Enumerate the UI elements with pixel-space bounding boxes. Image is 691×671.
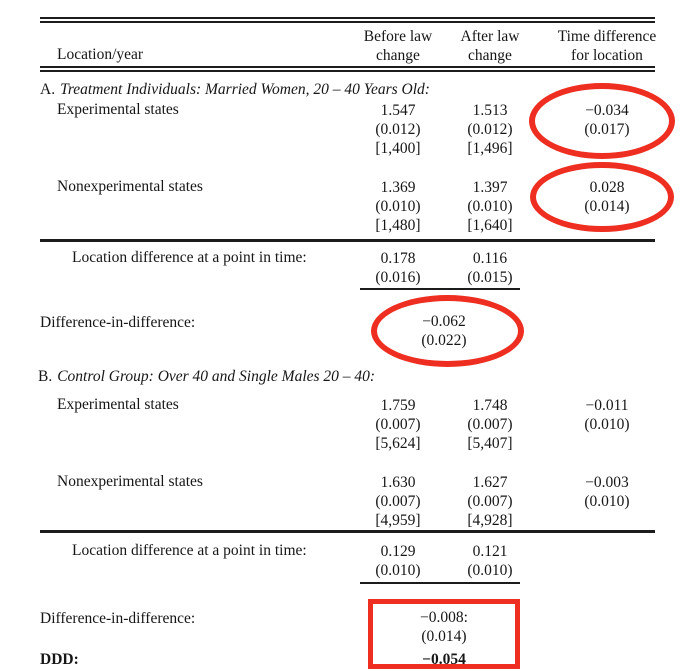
a-experimental-label: Experimental states <box>57 101 179 118</box>
a-nonexperimental-after-cell: 1.397 (0.010) [1,640] <box>467 179 513 234</box>
a-location-difference-after-cell: 0.116 (0.015) <box>467 250 513 286</box>
a-nonexperimental-timediff-cell: 0.028 (0.014) <box>584 179 630 215</box>
a-nonexperimental-before-cell: 1.369 (0.010) [1,480] <box>375 179 421 234</box>
a-nonexperimental-label: Nonexperimental states <box>57 178 203 195</box>
b-dd-value-cell: −0.008: (0.014) <box>420 609 468 645</box>
b-nonexperimental-timediff-cell: −0.003 (0.010) <box>584 474 630 510</box>
a-location-difference-before-cell: 0.178 (0.016) <box>375 250 421 286</box>
b-dd-rule <box>360 582 520 584</box>
a-dd-rule <box>360 288 520 290</box>
a-location-difference-label: Location difference at a point in time: <box>72 249 307 266</box>
b-experimental-label: Experimental states <box>57 396 179 413</box>
column-header-after-law: After law change <box>460 28 520 64</box>
section-a-midrule <box>40 239 655 242</box>
section-b-prefix: B. <box>38 368 53 385</box>
section-a-prefix: A. <box>40 81 56 98</box>
column-header-location-year: Location/year <box>57 46 144 63</box>
section-a-heading <box>40 81 430 99</box>
b-nonexperimental-label: Nonexperimental states <box>57 473 203 490</box>
section-b-title: Control Group: Over 40 and Single Males 20 – 40: <box>57 368 376 385</box>
a-experimental-after-cell: 1.513 (0.012) [1,496] <box>467 102 513 157</box>
section-b-midrule <box>40 530 655 533</box>
ddd-value-cell: −0.054 <box>422 651 466 668</box>
b-experimental-timediff-cell: −0.011 (0.010) <box>584 397 630 433</box>
b-experimental-before-cell: 1.759 (0.007) [5,624] <box>375 397 421 452</box>
b-location-difference-before-cell: 0.129 (0.010) <box>375 543 421 579</box>
a-dd-value-cell: −0.062 (0.022) <box>421 313 467 349</box>
b-nonexperimental-after-cell: 1.627 (0.007) [4,928] <box>467 474 513 529</box>
a-dd-label: Difference-in-difference: <box>40 314 196 331</box>
a-experimental-timediff-cell: −0.034 (0.017) <box>584 102 630 138</box>
b-dd-label: Difference-in-difference: <box>40 610 196 627</box>
column-header-before-law: Before law change <box>363 28 433 64</box>
b-experimental-after-cell: 1.748 (0.007) [5,407] <box>467 397 513 452</box>
top-rule-upper <box>40 17 655 19</box>
top-rule-lower <box>40 21 655 23</box>
a-experimental-before-cell: 1.547 (0.012) [1,400] <box>375 102 421 157</box>
section-a-title: Treatment Individuals: Married Women, 20 – 40 Years Old: <box>60 81 430 98</box>
b-nonexperimental-before-cell: 1.630 (0.007) [4,959] <box>375 474 421 529</box>
section-b-heading <box>38 368 375 386</box>
header-rule-upper <box>40 66 655 68</box>
b-location-difference-label: Location difference at a point in time: <box>72 542 307 559</box>
column-header-time-difference: Time difference for location <box>557 28 657 64</box>
header-rule-lower <box>40 70 655 72</box>
b-location-difference-after-cell: 0.121 (0.010) <box>467 543 513 579</box>
ddd-label: DDD: <box>40 651 79 668</box>
